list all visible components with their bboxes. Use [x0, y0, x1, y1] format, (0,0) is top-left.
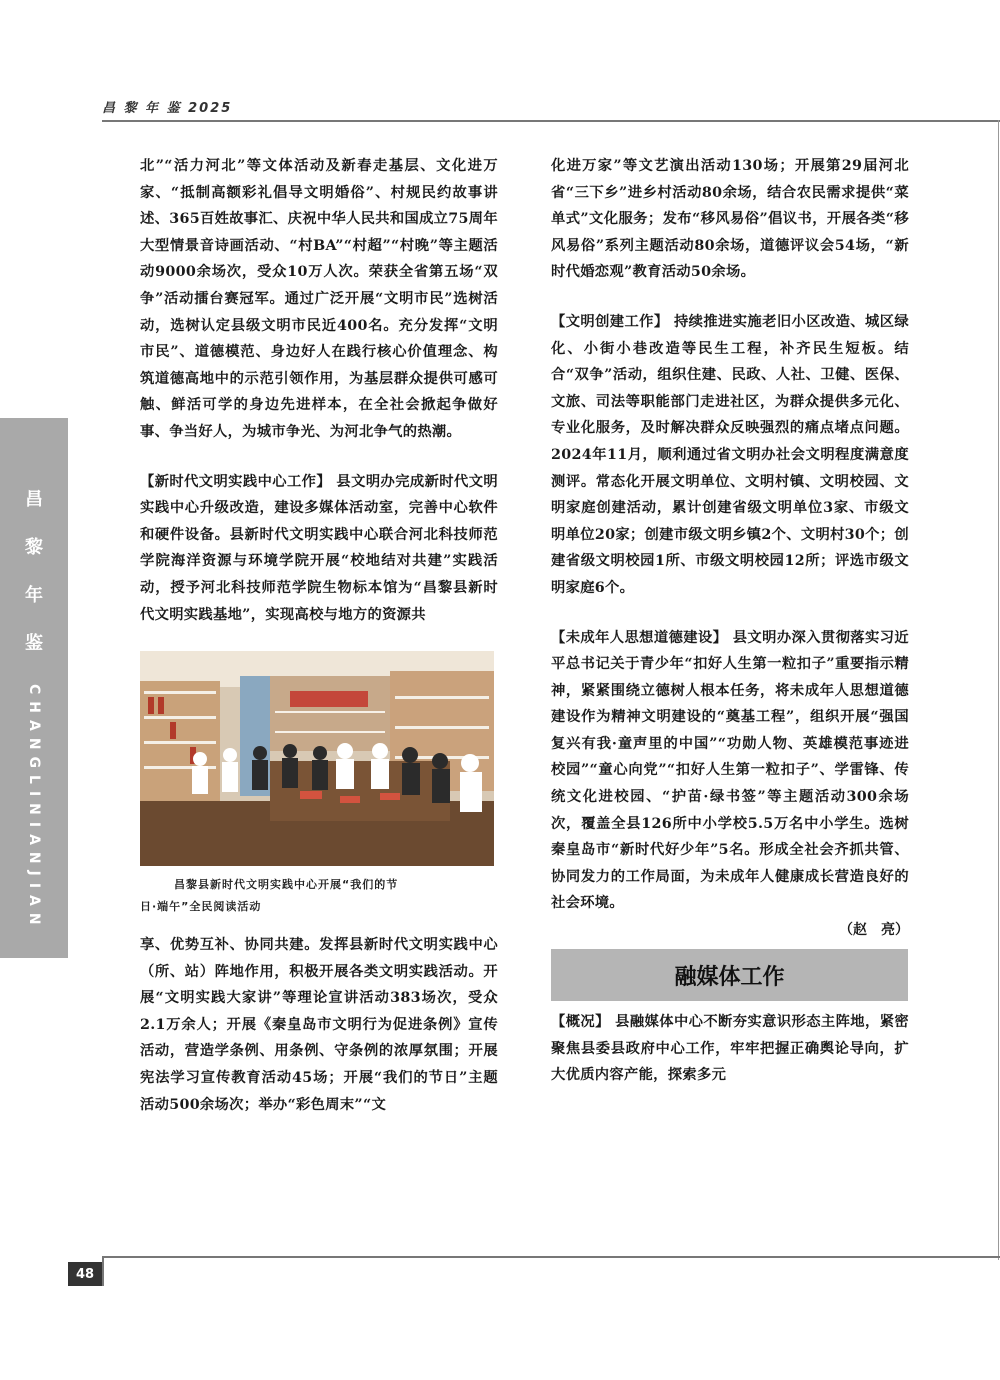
paragraph: 【文明创建工作】 持续推进实施老旧小区改造、城区绿化、小街小巷改造等民生工程，补齐民生短板。结合“双争”活动，组织住建、民政、人社、卫健、医保、文旅、司法等职能部门走进社区，为群众提供多元化、专业化服务，及时解决群众反映强烈的痛点堵点问题。2024年11月，顺利通过省文明办社会文明程度满意度测评。常态化开展文明单位、文明村镇、文明校园、文明家庭创建活动，累计创建省级文明单位3家、市级文明单位20家；创建市级文明乡镇2个、文明村30个；创建省级文明校园1所、市级文明校园12所；评选市级文明家庭6个。 — [551, 313, 909, 596]
right-column — [551, 153, 909, 1089]
section-heading: 融媒体工作 — [551, 949, 908, 1001]
paragraph: 北”“活力河北”等文体活动及新春走基层、文化进万家、“抵制高额彩礼倡导文明婚俗”、村规民约故事讲述、365百姓故事汇、庆祝中华人民共和国成立75周年大型情景音诗画活动、“村BA”“村超”“村晚”等主题活动9000余场次，受众10万人次。荣获全省第五场“双争”活动擂台赛冠军。通过广泛开展“文明市民”选树活动，选树认定县级文明市民近400名。充分发挥“文明市民”、道德模范、身边好人在践行核心价值理念、构筑道德高地中的示范引领作用，为基层群众提供可感可触、鲜活可学的身边先进样本，在全社会掀起争做好事、争当好人，为城市争光、为河北争气的热潮。 — [140, 158, 498, 440]
paragraph: 享、优势互补、协同共建。发挥县新时代文明实践中心（所、站）阵地作用，积极开展各类文明实践活动。开展“文明实践大家讲”等理论宣讲活动383场次，受众2.1万余人；开展《秦皇岛市文明行为促进条例》宣传活动，营造学条例、用条例、守条例的浓厚氛围；开展宪法学习宣传教育活动45场；开展“我们的节日”主题活动500余场次；举办“彩色周末”“文 — [140, 937, 498, 1113]
page-number: 48 — [68, 1262, 102, 1286]
author-credit: （赵 亮） — [839, 922, 909, 939]
paragraph: 化进万家”等文艺演出活动130场；开展第29届河北省“三下乡”进乡村活动80余场，结合农民需求提供“菜单式”文化服务；发布“移风易俗”倡议书，开展各类“移风易俗”系列主题活动80余场，道德评议会54场，“新时代婚恋观”教育活动50余场。 — [551, 158, 909, 281]
side-char: 鉴 — [25, 633, 43, 654]
side-char: 年 — [25, 585, 43, 606]
right-rule — [998, 120, 999, 1260]
side-tab — [0, 418, 68, 958]
paragraph: 【新时代文明实践中心工作】 县文明办完成新时代文明实践中心升级改造，建设多媒体活动室，完善中心软件和硬件设备。县新时代文明实践中心联合河北科技师范学院海洋资源与环境学院开展“校地结对共建”实践活动，授予河北科技师范学院生物标本馆为“昌黎县新时代文明实践基地”，实现高校与地方的资源共 — [140, 473, 498, 623]
activity-photo — [140, 651, 494, 866]
side-tab-chinese — [25, 476, 43, 668]
side-tab-english: CHANGLINIANJIAN — [26, 684, 42, 932]
side-char: 黎 — [25, 537, 43, 558]
side-char: 昌 — [25, 489, 43, 510]
caption-line: 昌黎县新时代文明实践中心开展“我们的节 — [174, 878, 399, 892]
bottom-rule — [102, 1256, 1000, 1258]
paragraph: 【概况】 县融媒体中心不断夯实意识形态主阵地，紧密聚焦县委县政府中心工作，牢牢把握正确舆论导向，扩大优质内容产能，探索多元 — [551, 1014, 909, 1084]
bottom-vertical-rule — [102, 1256, 104, 1286]
caption-line: 日·端午”全民阅读活动 — [140, 900, 262, 914]
left-column — [140, 153, 498, 1118]
header-rule — [102, 120, 1000, 122]
running-header: 昌 黎 年 鉴 2025 — [102, 101, 233, 116]
paragraph: 【未成年人思想道德建设】 县文明办深入贯彻落实习近平总书记关于青少年“扣好人生第一粒扣子”重要指示精神，紧紧围绕立德树人根本任务，将未成年人思想道德建设作为精神文明建设的“奠基工程”，组织开展“强国复兴有我·童声里的中国”“功勋人物、英雄模范事迹进校园”“童心向党”“扣好人生第一粒扣子”、学雷锋、传统文化进校园、“护苗·绿书签”等主题活动300余场次，覆盖全县126所中小学校5.5万名中小学生。选树秦皇岛市“新时代好少年”5名。形成全社会齐抓共管、协同发力的工作局面，为未成年人健康成长营造良好的社会环境。 — [551, 629, 909, 912]
photo-caption — [140, 874, 498, 918]
